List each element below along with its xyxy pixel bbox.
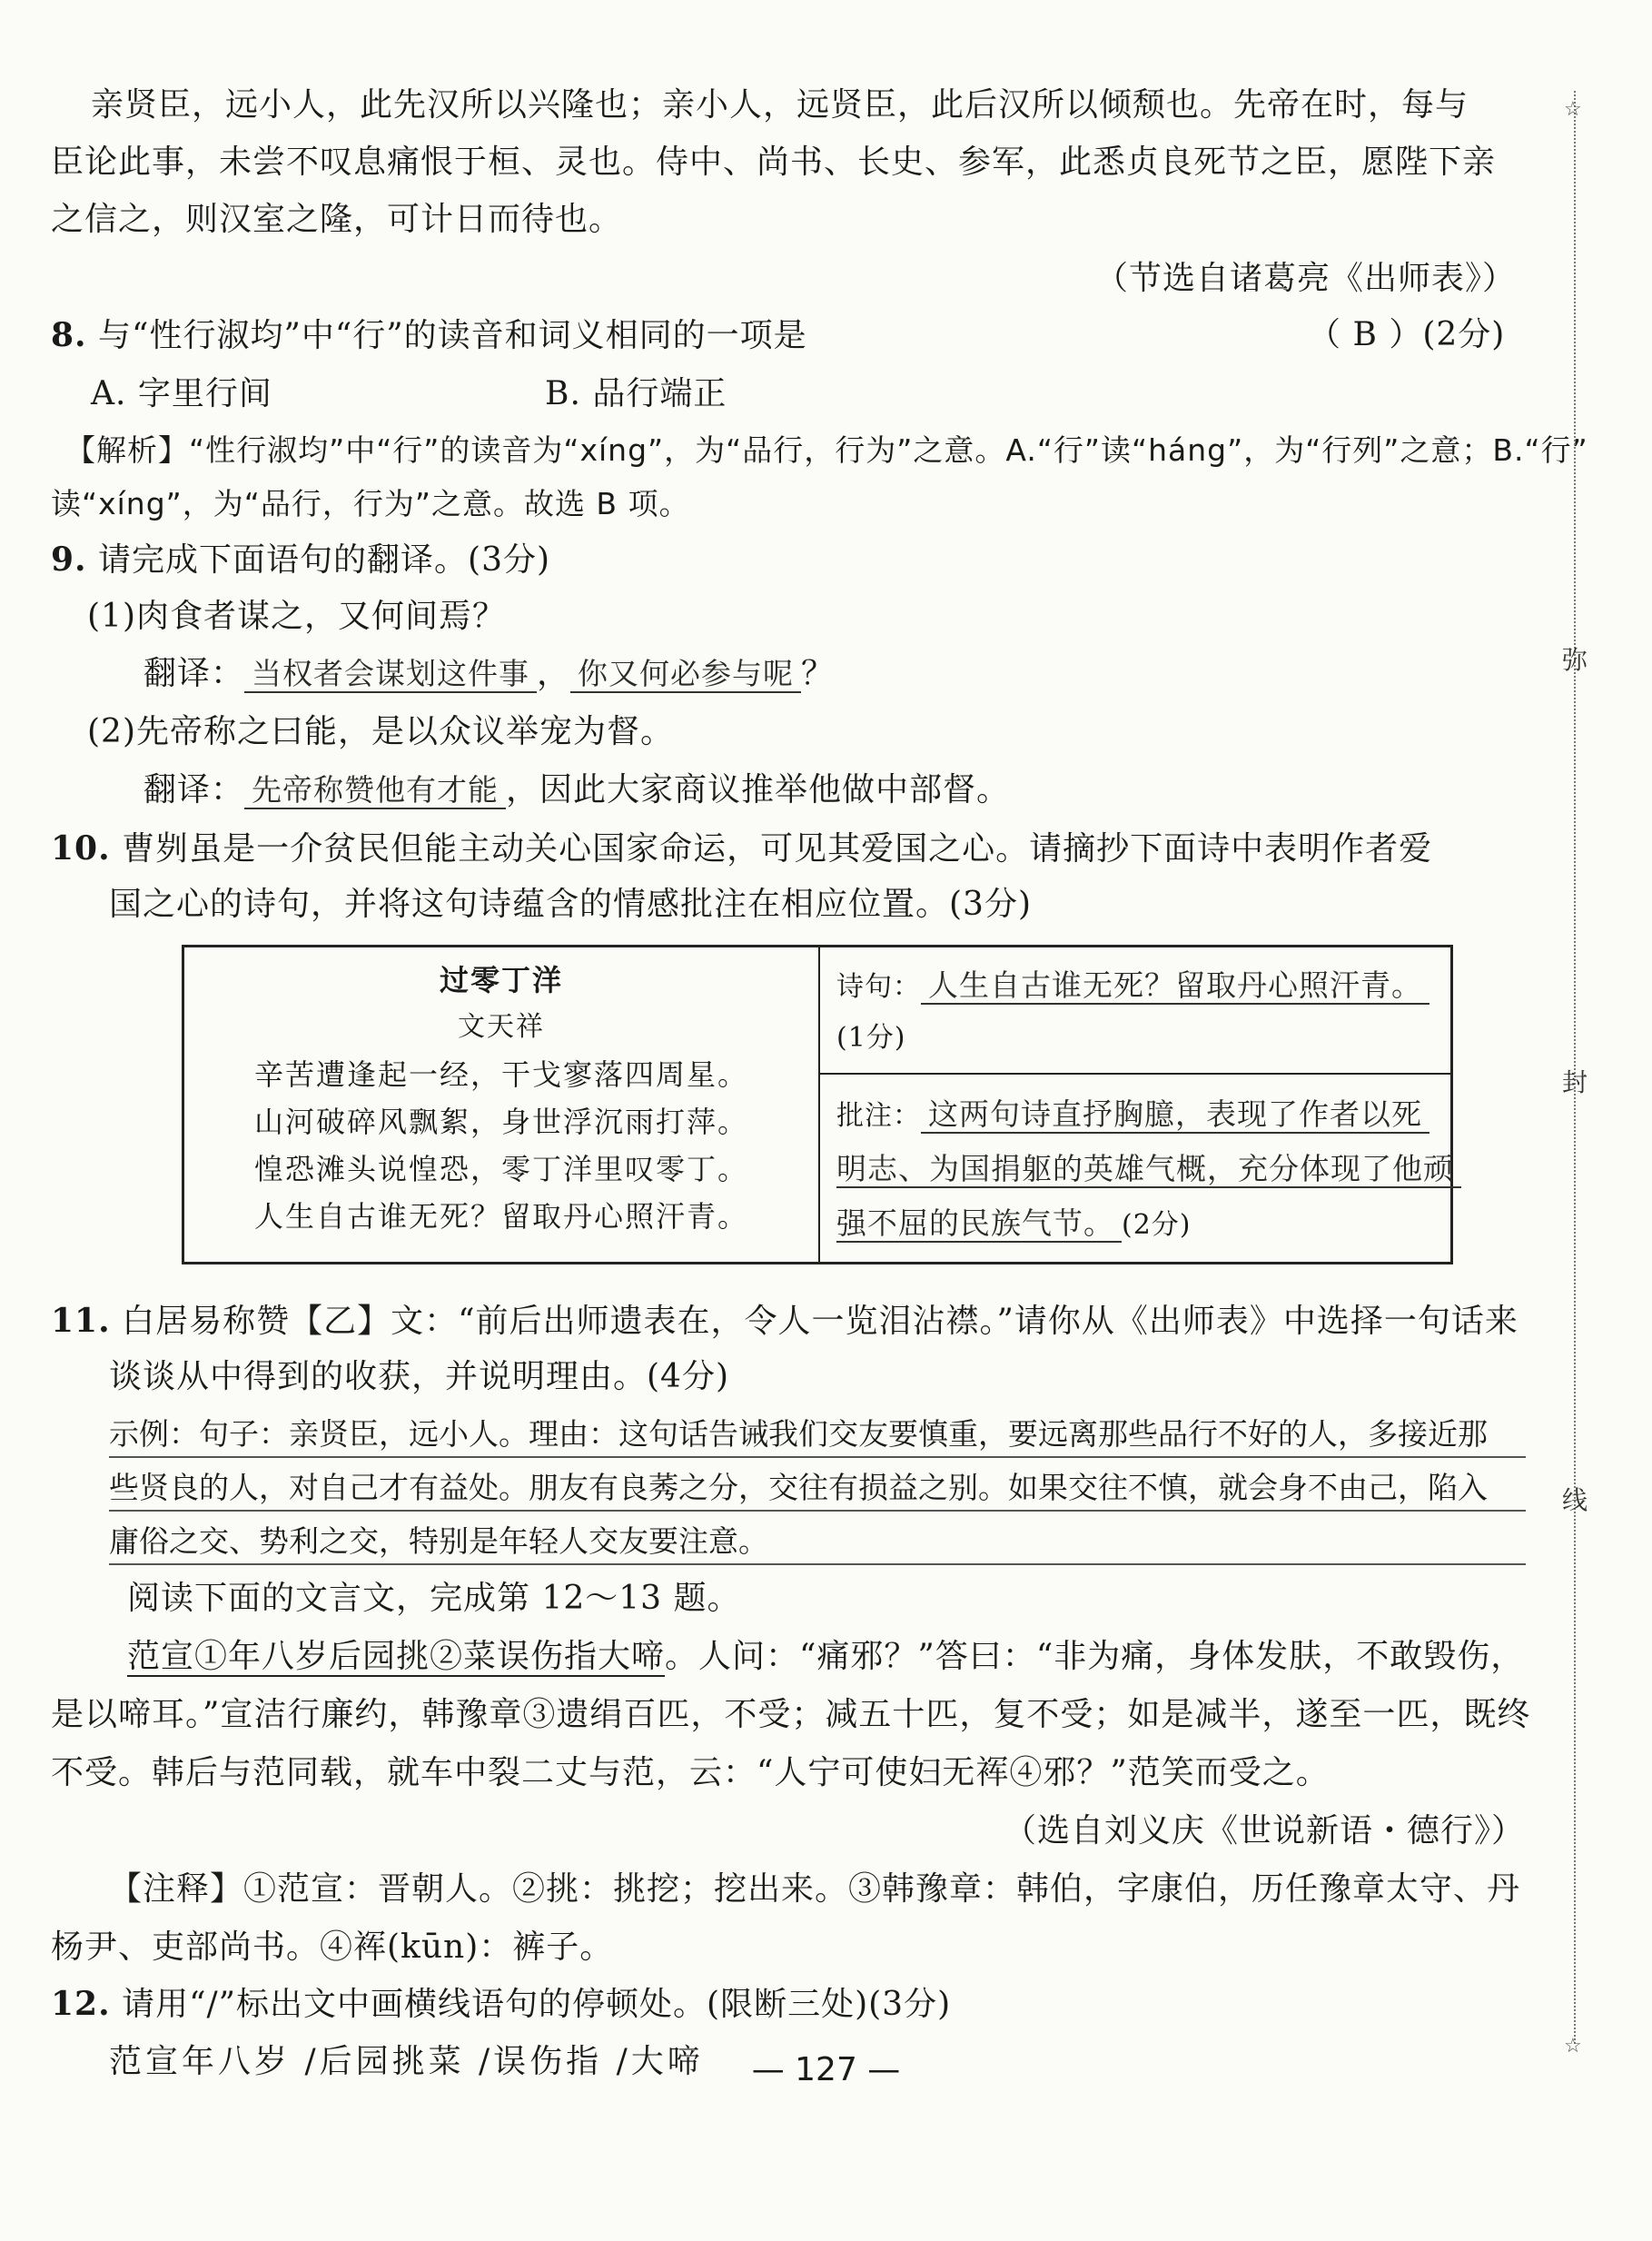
question-stem: 与“性行淑均”中“行”的读音和词义相同的一项是 <box>98 317 807 354</box>
poem-cell <box>184 947 820 1262</box>
question-stem: 请用“/”标出文中画横线语句的停顿处。(限断三处)(3分) <box>122 1986 952 2023</box>
question-mark: ？ <box>801 655 836 692</box>
question-stem-cont: 谈谈从中得到的收获，并说明理由。(4分) <box>109 1358 729 1395</box>
answer-bracket: （ B ）(2分) <box>1308 316 1506 353</box>
q12-answer: 范宣年八岁 /后园挑菜 /误伤指 /大啼 <box>109 2043 704 2080</box>
question-stem-cont: 国之心的诗句，并将这句诗蕴含的情感批注在相应位置。(3分) <box>109 886 1032 923</box>
translation-label: 翻译： <box>143 771 245 808</box>
margin-char: 线 <box>1562 1485 1588 1515</box>
analysis-line: 读“xíng”，为“品行，行为”之意。故选 B 项。 <box>51 486 690 521</box>
note-row <box>836 1093 1429 1138</box>
verse-answer: 人生自古谁无死？留取丹心照汗青。 <box>921 967 1429 1005</box>
note-row <box>836 1202 1192 1247</box>
note-answer: 这两句诗直抒胸臆，表现了作者以死 <box>921 1096 1429 1134</box>
passage-line: 臣论此事，未尝不叹息痛恨于桓、灵也。侍中、尚书、长史、参军，此悉贞良死节之臣，愿陛下亲 <box>51 144 1497 181</box>
translation-rest: ，因此大家商议推举他做中部督。 <box>506 771 1011 808</box>
verse-label: 诗句： <box>836 971 921 1003</box>
passage-text: 。人问：“痛邪？”答曰：“非为痛，身体发肤，不敢毁伤， <box>665 1638 1525 1675</box>
note-label: 批注： <box>836 1100 921 1132</box>
question-11 <box>51 1299 1518 1344</box>
note-row <box>836 1147 1461 1191</box>
source-citation: （节选自诸葛亮《出师表》） <box>1094 260 1516 297</box>
verse-row <box>836 964 1429 1009</box>
poem-line: 人生自古谁无死？留取丹心照汗青。 <box>253 1199 748 1234</box>
source-citation: （选自刘义庆《世说新语・德行》） <box>1003 1812 1525 1849</box>
note-answer: 强不屈的民族气节。 <box>836 1205 1122 1243</box>
question-number: 8. <box>51 316 87 354</box>
analysis-line: 【解析】“性行淑均”中“行”的读音为“xíng”，为“品行，行为”之意。A.“行”读“háng”，为“行列”之意；B.“行” <box>65 432 1588 468</box>
passage-line: 之信之，则汉室之隆，可计日而待也。 <box>51 201 623 238</box>
passage2-line: 不受。韩后与范同载，就车中裂二丈与范，云：“人宁可使妇无裈④邪？”范笑而受之。 <box>51 1754 1330 1791</box>
answer-blank: 先帝称赞他有才能 <box>244 772 506 809</box>
translation-1 <box>143 652 835 696</box>
cell-divider <box>820 1073 1450 1075</box>
option-a: A. 字里行间 <box>91 375 272 412</box>
note-answer: 明志、为国捐躯的英雄气概，充分体现了他顽 <box>836 1151 1461 1188</box>
page-number: — 127 — <box>751 2051 901 2088</box>
question-10 <box>51 827 1432 871</box>
underlined-sentence: 范宣①年八岁后园挑②菜误伤指大啼 <box>127 1638 666 1675</box>
sentence-2: (2)先帝称之曰能，是以众议举宠为督。 <box>87 713 674 750</box>
sentence-1: (1)肉食者谋之，又何间焉？ <box>87 598 506 635</box>
notes-line: 杨尹、吏部尚书。④裈(kūn)：裤子。 <box>51 1929 614 1966</box>
poem-title: 过零丁洋 <box>439 963 563 997</box>
passage2-line: 是以啼耳。”宣洁行廉约，韩豫章③遗绢百匹，不受；减五十匹，复不受；如是减半，遂至一匹，既终 <box>51 1696 1531 1733</box>
answer-cell <box>820 947 1454 1262</box>
reading-intro: 阅读下面的文言文，完成第 12～13 题。 <box>127 1580 741 1617</box>
page-number-value: 127 <box>795 2051 857 2088</box>
question-number: 9. <box>51 540 87 579</box>
star-icon: ☆ <box>1564 2035 1582 2058</box>
option-b: B. 品行端正 <box>545 375 727 412</box>
question-stem: 曹刿虽是一介贫民但能主动关心国家命运，可见其爱国之心。请摘抄下面诗中表明作者爱 <box>122 830 1433 868</box>
question-number: 10. <box>51 829 111 868</box>
star-icon: ☆ <box>1564 98 1582 121</box>
poem-table <box>182 945 1453 1264</box>
comma: ， <box>537 655 571 692</box>
verse-score: (1分) <box>836 1022 906 1054</box>
passage2-line <box>127 1635 1524 1679</box>
question-12 <box>51 1982 951 2027</box>
answer-line: 些贤良的人，对自己才有益处。朋友有良莠之分，交往有损益之别。如果交往不慎，就会身不由己，陷入 <box>109 1466 1526 1512</box>
translation-label: 翻译： <box>143 655 245 692</box>
passage-line: 亲贤臣，远小人，此先汉所以兴隆也；亲小人，远贤臣，此后汉所以倾颓也。先帝在时，每与 <box>91 86 1469 124</box>
question-9 <box>51 538 550 582</box>
answer-line: 示例：句子：亲贤臣，远小人。理由：这句话告诫我们交友要慎重，要远离那些品行不好的人，多接近那 <box>109 1413 1526 1458</box>
translation-2 <box>143 768 1010 812</box>
question-8 <box>51 313 807 358</box>
notes-line: 【注释】①范宣：晋朝人。②挑：挑挖；挖出来。③韩豫章：韩伯，字康伯，历任豫章太守、丹 <box>109 1870 1521 1908</box>
question-stem: 请完成下面语句的翻译。(3分) <box>98 541 551 579</box>
question-number: 11. <box>51 1302 111 1340</box>
question-number: 12. <box>51 1985 111 2023</box>
answer-blank: 当权者会谋划这件事 <box>244 656 537 693</box>
margin-char: 封 <box>1562 1067 1588 1097</box>
poem-line: 惶恐滩头说惶恐，零丁洋里叹零丁。 <box>253 1152 748 1186</box>
poem-author: 文天祥 <box>458 1011 545 1043</box>
note-score: (2分) <box>1122 1209 1192 1241</box>
poem-line: 辛苦遭逢起一经，干戈寥落四周星。 <box>253 1057 748 1092</box>
margin-char: 弥 <box>1562 645 1588 675</box>
poem-line: 山河破碎风飘絮，身世浮沉雨打萍。 <box>253 1105 748 1139</box>
question-stem: 白居易称赞【乙】文：“前后出师遗表在，令人一览泪沾襟。”请你从《出师表》中选择一句话来 <box>122 1303 1518 1340</box>
answer-line: 庸俗之交、势利之交，特别是年轻人交友要注意。 <box>109 1520 1526 1565</box>
answer-blank: 你又何必参与呢 <box>570 656 801 693</box>
